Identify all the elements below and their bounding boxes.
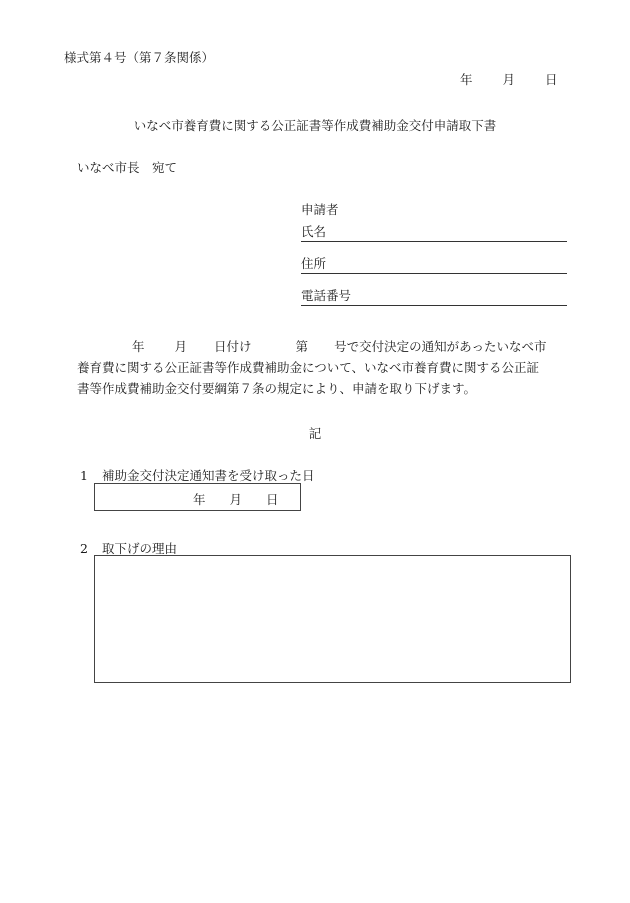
applicant-name-field[interactable] [301, 223, 567, 242]
notice-received-date-box[interactable] [94, 483, 301, 511]
notice-month-label: 月 [229, 492, 243, 507]
form-number: 様式第４号（第７条関係） [64, 50, 215, 65]
body-line-2: 養育費に関する公正証書等作成費補助金について、いなべ市養育費に関する公正証 [77, 360, 540, 375]
body-dai: 第 [295, 339, 309, 354]
applicant-phone-field[interactable] [301, 287, 567, 306]
body-paragraph [77, 336, 577, 399]
applicant-address-label: 住所 [301, 256, 327, 271]
notice-day-label: 日 [266, 492, 279, 507]
date-year-label: 年 [460, 72, 473, 87]
body-line1-rest: 号で交付決定の通知があったいなべ市 [334, 339, 547, 354]
item-2-label: 取下げの理由 [102, 541, 178, 556]
applicant-label: 申請者 [301, 202, 339, 217]
item-1-label: 補助金交付決定通知書を受け取った日 [102, 468, 315, 483]
document-title: いなべ市養育費に関する公正証書等作成費補助金交付申請取下書 [133, 118, 497, 133]
date-month-label: 月 [502, 72, 516, 87]
withdrawal-reason-box[interactable] [94, 555, 571, 683]
applicant-phone-label: 電話番号 [301, 288, 352, 303]
notice-year-label: 年 [193, 492, 206, 507]
item-1-heading [80, 466, 315, 484]
body-day-dated: 日付け [214, 339, 252, 354]
body-year: 年 [132, 339, 145, 354]
item-1-number: 1 [80, 468, 88, 483]
body-line-1 [77, 336, 577, 357]
notice-date-labels [193, 490, 279, 508]
date-day-label: 日 [545, 72, 558, 87]
applicant-name-label: 氏名 [301, 224, 327, 239]
applicant-address-field[interactable] [301, 255, 567, 274]
body-line-3: 書等作成費補助金交付要綱第７条の規定により、申請を取り下げます。 [77, 381, 477, 396]
item-2-number: 2 [80, 541, 88, 556]
body-month: 月 [174, 339, 188, 354]
ki-heading: 記 [308, 426, 322, 441]
addressee: いなべ市長 宛て [77, 160, 178, 175]
submission-date-line [460, 70, 558, 88]
